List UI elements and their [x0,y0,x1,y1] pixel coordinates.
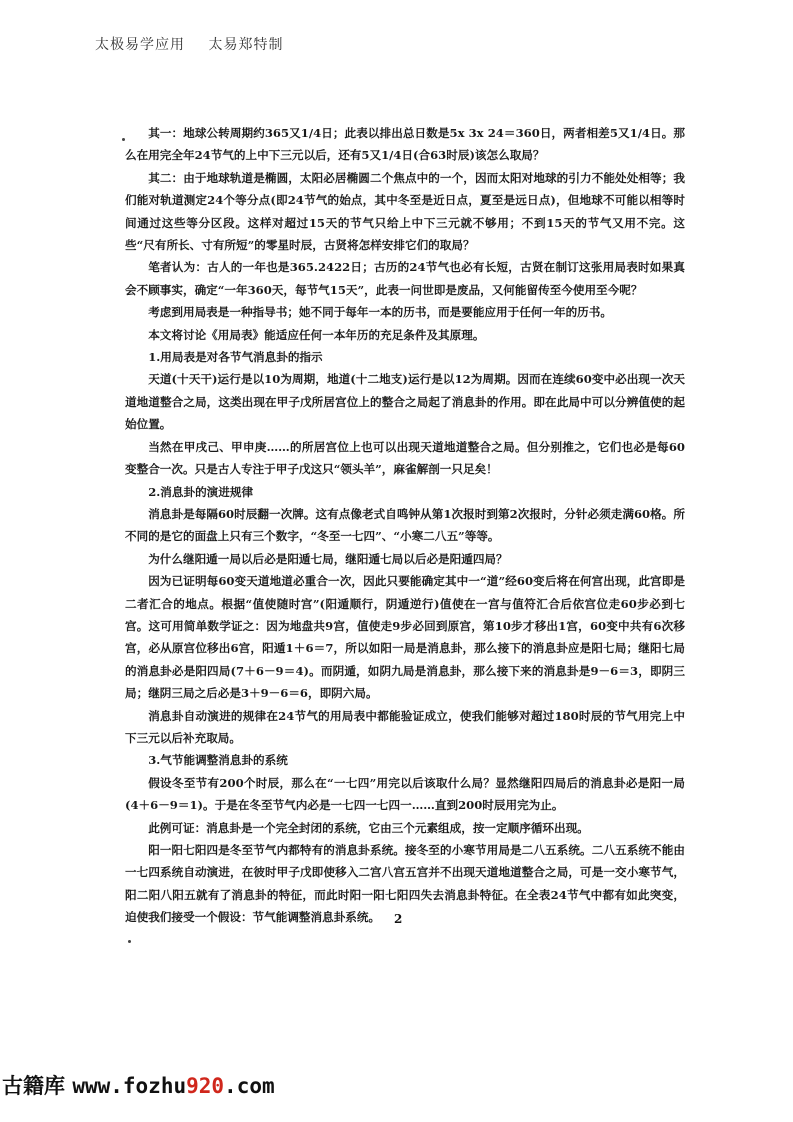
footer-watermark [0,1060,793,1122]
header-right-text: 太易郑特制 [208,37,284,53]
section-heading: 1.用局表是对各节气消息卦的指示 [148,350,323,365]
paragraph: 其一：地球公转周期约365又1/4日；此表以排出总日数是5x 3x 24＝360日，两者相差5又1/4日。那么在用完全年24节气的上中下三元以后，还有5又1/4日(合63时辰)该怎么取局？ [125,126,685,163]
site-url-prefix: www.fozhu [72,1074,187,1098]
paragraph: 考虑到用局表是一种指导书；她不同于每年一本的历书，而是要能应用于任何一年的历书。 [148,305,612,320]
page-header [95,34,283,54]
header-left-text: 太极易学应用 [95,37,185,53]
site-url-number: 920 [186,1074,225,1098]
paragraph: 阳一阳七阳四是冬至节气内都特有的消息卦系统。接冬至的小寒节用局是二八五系统。二八五系统不能由一七四系统自动演进，在彼时甲子戊即使移入二宫八宫五宫并不出现天道地道整合之局，可是一交小寒节气，阳二阳八阳五就有了消息卦的特征，而此时阳一阳七阳四失去消息卦特征。在全表24节气中都有如此突变，迫使我们接受一个假设：节气能调整消息卦系统。 [125,843,685,925]
scan-speck [128,940,131,943]
paragraph: 其二：由于地球轨道是椭圆，太阳必居椭圆二个焦点中的一个，因而太阳对地球的引力不能处处相等；我们能对轨道测定24个等分点(即24节气的始点，其中冬至是近日点，夏至是远日点)，但地球不可能以相等时间通过这些等分区段。这样对超过15天的节气只给上中下三元就不够用；不到15天的节气又用不完。这些“尺有所长、寸有所短”的零星时辰，古贤将怎样安排它们的取局？ [125,170,685,253]
page-number: 2 [394,912,403,926]
paragraph: 此例可证：消息卦是一个完全封闭的系统，它由三个元素组成，按一定顺序循环出现。 [148,820,589,835]
site-url-suffix: .com [224,1074,275,1098]
paragraph: 消息卦自动演进的规律在24节气的用局表中都能验证成立，使我们能够对超过180时辰的节气用完上中下三元以后补充取局。 [125,708,685,745]
scan-speck [122,138,125,141]
site-logo [2,1070,275,1100]
paragraph: 因为已证明每60变天道地道必重合一次，因此只要能确定其中一“道”经60变后将在何宫出现，此宫即是二者汇合的地点。根据“值使随时宫”(阳遁顺行，阴遁逆行)值使在一宫与值符汇合后依宫位走60步必到七宫。这可用简单数学证之：因为地盘共9宫，值使走9步必回到原宫，第10步才移出1宫，60变中共有6次移宫，必从原宫位移出6宫，阳遁1＋6＝7，所以如阳一局是消息卦，那么接下的消息卦应是阳七局；继阳七局的消息卦必是阳四局(7＋6－9＝4)。而阴遁，如阴九局是消息卦，那么接下来的消息卦是9－6＝3，即阴三局；继阴三局之后必是3＋9－6＝6，即阴六局。 [125,574,685,701]
paragraph: 消息卦是每隔60时辰翻一次牌。这有点像老式自鸣钟从第1次报时到第2次报时，分针必须走满60格。所不同的是它的面盘上只有三个数字，“冬至一七四”、“小寒二八五”等等。 [125,506,685,544]
paragraph: 为什么继阳遁一局以后必是阳遁七局，继阳遁七局以后必是阳遁四局？ [148,551,508,566]
paragraph: 假设冬至节有200个时辰，那么在“一七四”用完以后该取什么局？显然继阳四局后的消息卦必是阳一局(4＋6－9＝1)。于是在冬至节气内必是一七四一七四一……直到200时辰用完为止。 [125,775,685,813]
paragraph: 笔者认为：古人的一年也是365.2422日；古历的24节气也必有长短，古贤在制订这张用局表时如果真会不顾事实，确定“一年360天，每节气15天”，此表一问世即是废品，又何能留传至今使用至今呢？ [125,260,685,297]
section-heading: 2.消息卦的演进规律 [148,484,254,499]
paragraph: 当然在甲戌己、甲申庚……的所居宫位上也可以出现天道地道整合之局。但分别推之，它们也必是每60变整合一次。只是古人专注于甲子戊这只“领头羊”，麻雀解剖一只足矣！ [125,439,685,477]
paragraph: 天道(十天干)运行是以10为周期，地道(十二地支)运行是以12为周期。因而在连续60变中必出现一次天道地道整合之局，这类出现在甲子戊所居宫位上的整合之局起了消息卦的作用。即在此局中可以分辨值使的起始位置。 [125,372,685,432]
paragraph: 本文将讨论《用局表》能适应任何一本年历的充足条件及其原理。 [148,327,485,342]
section-heading: 3.气节能调整消息卦的系统 [148,753,288,768]
brand-name: 古籍库 [2,1074,65,1098]
document-body [125,122,685,929]
